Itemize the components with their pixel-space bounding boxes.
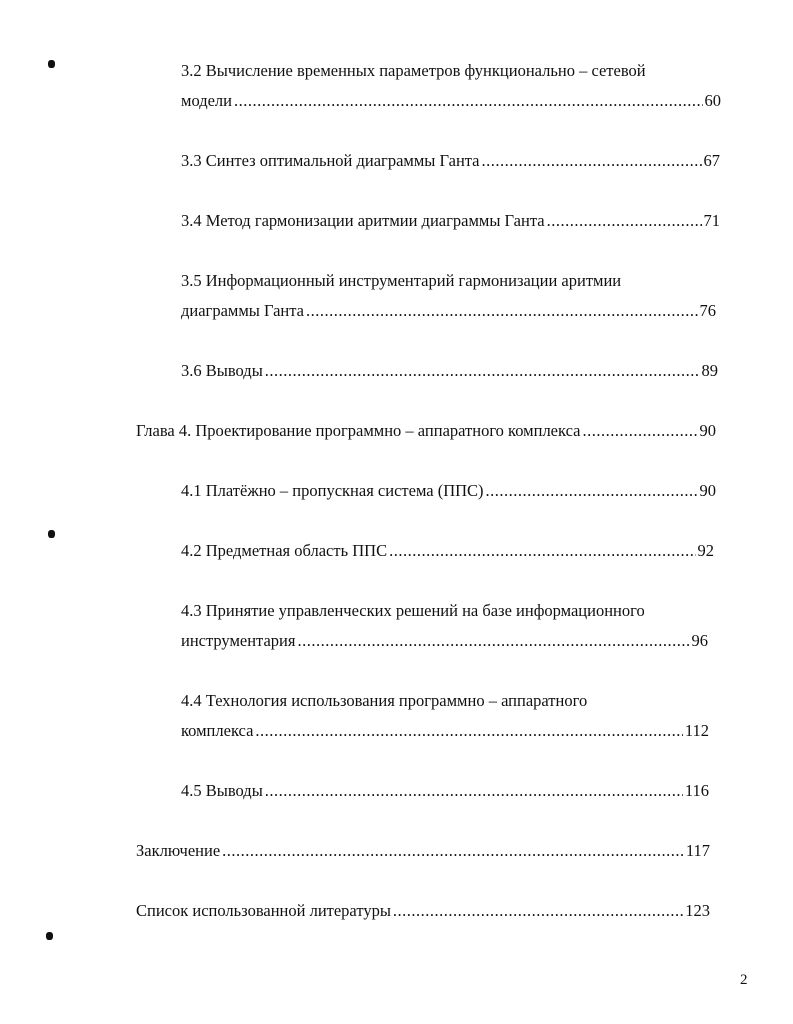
page-ref: 112 bbox=[684, 721, 709, 740]
toc-entry-title: Список использованной литературы bbox=[136, 901, 391, 920]
scan-mark-middle bbox=[48, 530, 55, 538]
page-ref: 96 bbox=[691, 631, 708, 650]
page-ref: 90 bbox=[699, 421, 716, 440]
toc-entry-3-2 bbox=[181, 91, 721, 111]
toc-entry-title: 4.5 Выводы bbox=[181, 781, 263, 800]
dot-leader bbox=[255, 721, 682, 741]
toc-conclusion bbox=[136, 841, 710, 861]
page-ref: 117 bbox=[685, 841, 710, 860]
toc-entry-3-6 bbox=[181, 361, 718, 381]
toc-entry-title: 3.3 Синтез оптимальной диаграммы Ганта bbox=[181, 151, 480, 170]
toc-entry-3-5 bbox=[181, 301, 716, 321]
page-number: 2 bbox=[740, 972, 748, 988]
page-ref: 67 bbox=[703, 151, 720, 170]
dot-leader bbox=[234, 91, 703, 111]
toc-entry-4-4-line1: 4.4 Технология использования программно – аппаратного bbox=[181, 691, 588, 710]
page-ref: 90 bbox=[699, 481, 716, 500]
toc-references bbox=[136, 901, 710, 921]
page-ref: 60 bbox=[704, 91, 721, 110]
toc-entry-4-1 bbox=[181, 481, 716, 501]
toc-entry-title: 4.2 Предметная область ППС bbox=[181, 541, 388, 560]
toc-entry-4-4-line2: комплекса bbox=[181, 721, 254, 740]
toc-entry-3-3 bbox=[181, 151, 720, 171]
toc-entry-4-3-line1: 4.3 Принятие управленческих решений на базе информационного bbox=[181, 601, 645, 620]
page-ref: 89 bbox=[701, 361, 718, 380]
dot-leader bbox=[389, 541, 695, 561]
dot-leader bbox=[582, 421, 697, 441]
toc-entry-title: 3.6 Выводы bbox=[181, 361, 263, 380]
toc-entry-4-4 bbox=[181, 721, 709, 741]
dot-leader bbox=[547, 211, 702, 231]
toc-entry-4-2 bbox=[181, 541, 714, 561]
toc-entry-3-5-line2: диаграммы Ганта bbox=[181, 301, 305, 320]
dot-leader bbox=[393, 901, 683, 921]
toc-entry-title: 3.4 Метод гармонизации аритмии диаграммы Ганта bbox=[181, 211, 545, 230]
page-ref: 92 bbox=[697, 541, 714, 560]
page-ref: 116 bbox=[684, 781, 709, 800]
toc-entry-title: Заключение bbox=[136, 841, 221, 860]
dot-leader bbox=[306, 301, 697, 321]
toc-entry-4-3 bbox=[181, 631, 708, 651]
scan-mark-bottom bbox=[46, 932, 53, 940]
page-ref: 123 bbox=[685, 901, 710, 920]
toc-chapter-title: Глава 4. Проектирование программно – аппаратного комплекса bbox=[136, 421, 581, 440]
toc-entry-3-2-line2: модели bbox=[181, 91, 232, 110]
dot-leader bbox=[222, 841, 684, 861]
toc-entry-title: 4.1 Платёжно – пропускная система (ППС) bbox=[181, 481, 484, 500]
scan-mark-top bbox=[48, 60, 55, 68]
dot-leader bbox=[297, 631, 689, 651]
toc-entry-3-2-line1: 3.2 Вычисление временных параметров функционально – сетевой bbox=[181, 61, 646, 80]
toc-entry-4-5 bbox=[181, 781, 709, 801]
toc-chapter-4 bbox=[136, 421, 716, 441]
toc-entry-4-3-line2: инструментария bbox=[181, 631, 296, 650]
dot-leader bbox=[265, 781, 683, 801]
toc-entry-3-4 bbox=[181, 211, 720, 231]
dot-leader bbox=[265, 361, 700, 381]
page-ref: 71 bbox=[703, 211, 720, 230]
dot-leader bbox=[486, 481, 698, 501]
page-ref: 76 bbox=[699, 301, 716, 320]
dot-leader bbox=[482, 151, 702, 171]
toc-entry-3-5-line1: 3.5 Информационный инструментарий гармонизации аритмии bbox=[181, 271, 622, 290]
